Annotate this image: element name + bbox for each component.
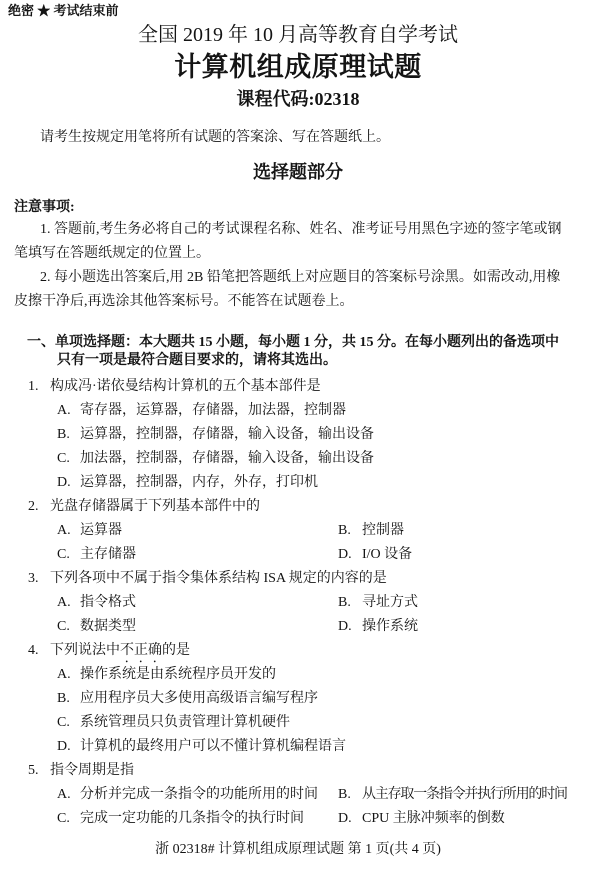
notes-item: 1. 答题前,考生务必将自己的考试课程名称、姓名、准考证号用黑色字迹的签字笔或钢笔填写在答题纸规定的位置上。 — [14, 222, 562, 261]
option-label: D. — [338, 547, 352, 562]
option-label: C. — [57, 619, 70, 634]
question-row — [0, 495, 596, 519]
paper-title: 计算机组成原理试题 — [174, 52, 422, 82]
option-text: 计算机的最终用户可以不懂计算机编程语言 — [80, 739, 346, 754]
question-number: 1. — [28, 379, 39, 394]
answer-instruction: 请考生按规定用笔将所有试题的答案涂、写在答题纸上。 — [40, 130, 390, 145]
question-stem: 下列各项中不属于指令集体系结构 ISA 规定的内容的是 — [50, 571, 387, 586]
section-heading: 一、单项选择题：本大题共 15 小题，每小题 1 分，共 15 分。在每小题列出的备选项中只有一项是最符合题目要求的，请将其选出。 — [27, 335, 559, 368]
option-label: C. — [57, 811, 70, 826]
option-label: D. — [57, 739, 71, 754]
option-text: 寻址方式 — [362, 595, 418, 610]
question-number: 4. — [28, 643, 39, 658]
question-stem: 指令周期是指 — [50, 763, 134, 778]
option-label: D. — [57, 475, 71, 490]
question-stem — [50, 639, 190, 666]
course-code: 课程代码:02318 — [236, 89, 360, 109]
option-label: B. — [338, 523, 351, 538]
option-label: A. — [57, 403, 71, 418]
option-row — [0, 447, 596, 471]
option-text: 运算器，控制器，存储器，输入设备，输出设备 — [80, 427, 374, 442]
question-row — [0, 759, 596, 783]
option-label: C. — [57, 547, 70, 562]
option-row — [0, 399, 596, 423]
option-text: 系统管理员只负责管理计算机硬件 — [80, 715, 290, 730]
option-row — [0, 519, 596, 543]
option-text: 数据类型 — [80, 619, 136, 634]
option-label: A. — [57, 787, 71, 802]
question-stem: 构成冯·诺依曼结构计算机的五个基本部件是 — [50, 379, 321, 394]
question-stem-end: 的是 — [162, 643, 190, 658]
question-stem-start: 下列说法中 — [50, 643, 120, 658]
confidentiality-label: 绝密 ★ 考试结束前 — [8, 3, 119, 18]
option-text: 从主存取一条指令并执行所用的时间 — [362, 787, 567, 802]
option-text: 分析并完成一条指令的功能所用的时间 — [80, 787, 318, 802]
question-number: 2. — [28, 499, 39, 514]
option-row — [0, 423, 596, 447]
option-text: I/O 设备 — [362, 547, 413, 562]
option-row — [0, 471, 596, 495]
question-row — [0, 375, 596, 399]
option-label: A. — [57, 523, 71, 538]
page-footer: 浙 02318# 计算机组成原理试题 第 1 页(共 4 页) — [155, 842, 441, 857]
option-text: 运算器，控制器，内存，外存，打印机 — [80, 475, 318, 490]
option-label: A. — [57, 595, 71, 610]
option-text: 运算器 — [80, 523, 122, 538]
option-text: 完成一定功能的几条指令的执行时间 — [80, 811, 304, 826]
option-text: 操作系统是由系统程序员开发的 — [80, 667, 276, 682]
question-list — [0, 375, 596, 831]
option-row — [0, 663, 596, 687]
notes-list — [14, 218, 572, 314]
option-label: B. — [338, 595, 351, 610]
option-row — [0, 711, 596, 735]
option-row — [0, 783, 596, 807]
question-number: 5. — [28, 763, 39, 778]
part-title: 选择题部分 — [253, 162, 343, 182]
notes-heading: 注意事项: — [14, 200, 75, 215]
option-row — [0, 735, 596, 759]
option-row — [0, 591, 596, 615]
option-text: 寄存器，运算器，存储器，加法器，控制器 — [80, 403, 346, 418]
option-text: 指令格式 — [80, 595, 136, 610]
exam-title: 全国 2019 年 10 月高等教育自学考试 — [138, 24, 458, 46]
option-row — [0, 807, 596, 831]
option-label: A. — [57, 667, 71, 682]
option-label: C. — [57, 715, 70, 730]
option-text: 操作系统 — [362, 619, 418, 634]
question-stem: 光盘存储器属于下列基本部件中的 — [50, 499, 260, 514]
option-row — [0, 687, 596, 711]
option-text: 加法器，控制器，存储器，输入设备，输出设备 — [80, 451, 374, 466]
option-label: B. — [57, 427, 70, 442]
option-row — [0, 615, 596, 639]
notes-item: 2. 每小题选出答案后,用 2B 铅笔把答题纸上对应题目的答案标号涂黑。如需改动,用橡皮擦干净后,再选涂其他答案标号。不能答在试题卷上。 — [14, 270, 561, 309]
option-text: 主存储器 — [80, 547, 136, 562]
option-label: B. — [338, 787, 351, 802]
option-label: B. — [57, 691, 70, 706]
question-row — [0, 567, 596, 591]
option-label: D. — [338, 619, 352, 634]
option-text: 控制器 — [362, 523, 404, 538]
option-label: C. — [57, 451, 70, 466]
option-label: D. — [338, 811, 352, 826]
question-number: 3. — [28, 571, 39, 586]
option-text: 应用程序员大多使用高级语言编写程序 — [80, 691, 318, 706]
option-text: CPU 主脉冲频率的倒数 — [362, 811, 505, 826]
option-row — [0, 543, 596, 567]
question-stem-emphasis: 不正确 — [120, 643, 162, 658]
question-row — [0, 639, 596, 663]
